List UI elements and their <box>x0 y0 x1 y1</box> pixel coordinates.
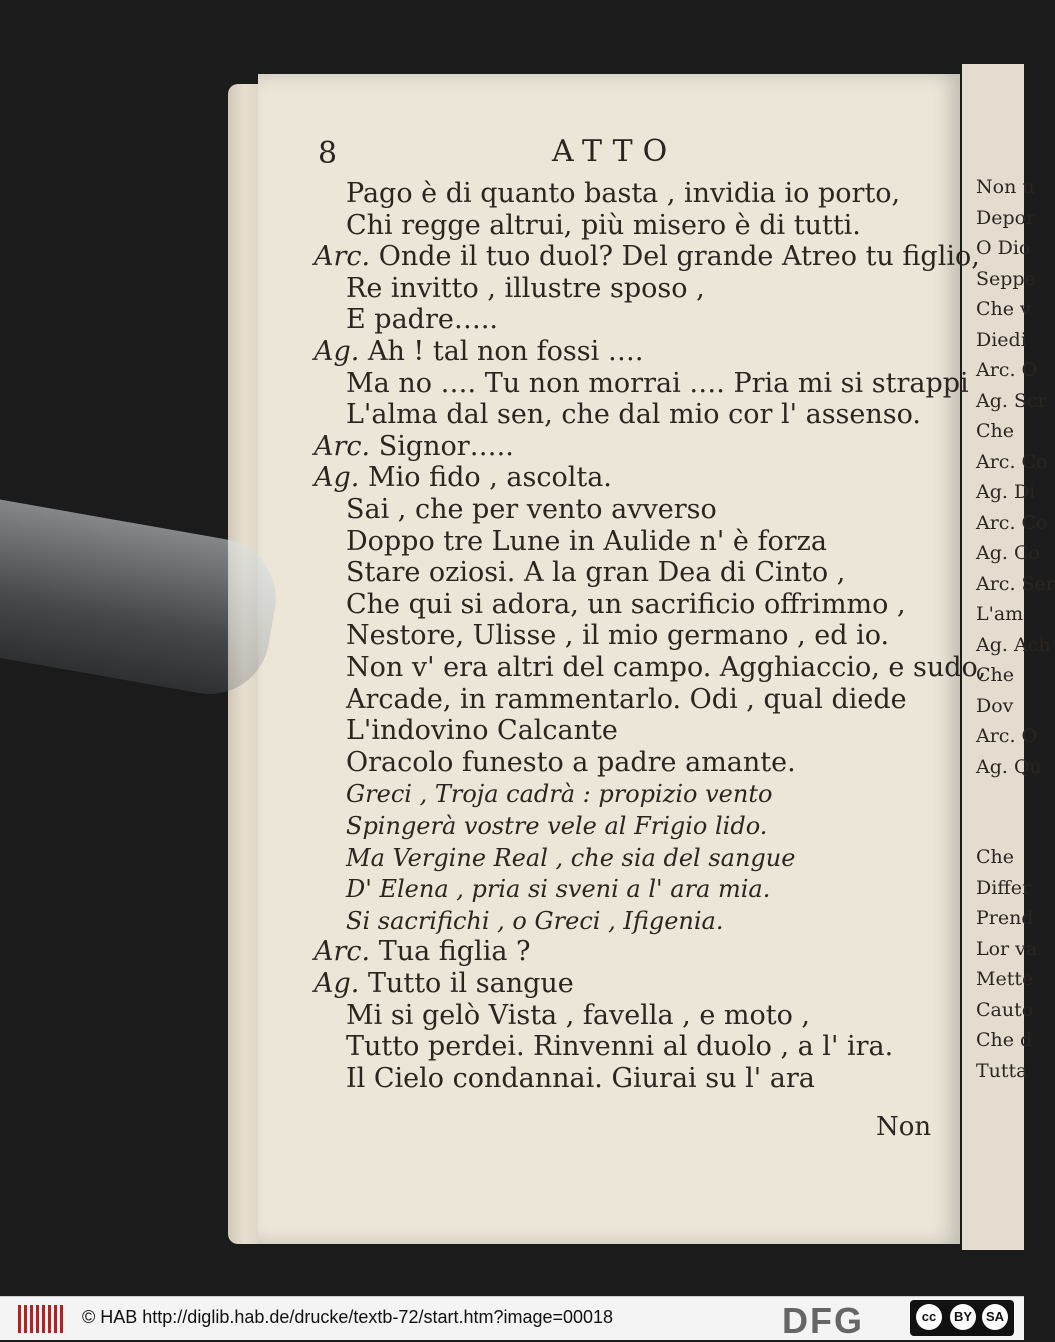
facing-text-fragment: Arc. O <box>976 359 1038 381</box>
verse-text: Stare oziosi. A la gran Dea di Cinto , <box>346 557 846 589</box>
text-line <box>314 431 514 463</box>
speaker-label: Arc. <box>314 936 371 968</box>
copyright-link[interactable]: © HAB http://diglib.hab.de/drucke/textb-72/start.htm?image=00018 <box>82 1307 614 1327</box>
verse-text: Ah ! tal non fossi …. <box>359 336 644 367</box>
text-line <box>346 778 772 810</box>
text-line <box>346 557 845 589</box>
verse-text: Ma Vergine Real , che sia del sangue <box>346 843 796 872</box>
facing-text-fragment: Che d <box>976 1029 1033 1051</box>
cc-icon: cc <box>916 1304 942 1330</box>
facing-text-fragment: Prend <box>976 907 1034 929</box>
speaker-label: Ag. <box>314 462 360 494</box>
verse-text: Sai , che per vento avverso <box>346 494 717 525</box>
verse-text: Greci , Troja cadrà : propizio vento <box>346 780 773 809</box>
verse-text: Pago è di quanto basta , invidia io porto, <box>346 178 901 209</box>
facing-text-fragment: L'am <box>976 603 1024 625</box>
by-icon: BY <box>950 1304 976 1330</box>
facing-text-fragment: Arc. O <box>976 725 1038 747</box>
facing-text-fragment: Seppe <box>976 267 1036 290</box>
text-line <box>314 936 531 968</box>
facing-text-fragment: Lor va <box>976 937 1038 960</box>
speaker-label: Ag. <box>314 336 360 367</box>
facing-text-fragment: Cauto <box>976 998 1034 1021</box>
text-line <box>346 747 796 779</box>
verse-text: Il Cielo condannai. Giurai su l' ara <box>346 1062 815 1094</box>
text-line <box>346 273 705 305</box>
facing-text-fragment: Ag. Co <box>976 542 1040 564</box>
text-line <box>346 715 618 747</box>
speaker-label: Arc. <box>314 241 371 273</box>
text-line <box>314 968 574 1000</box>
catchword: Non <box>876 1112 932 1142</box>
text-line <box>346 873 770 905</box>
verse-text: D' Elena , pria si sveni a l' ara mia. <box>346 875 771 904</box>
verse-text: Re invitto , illustre sposo , <box>346 272 705 304</box>
text-line <box>346 620 889 652</box>
speaker-label: Arc. <box>314 430 371 462</box>
verse-text: Doppo tre Lune in Aulide n' è forza <box>346 525 827 557</box>
facing-text-fragment: Non u <box>976 176 1035 198</box>
text-line <box>346 1000 810 1032</box>
text-line <box>346 1031 893 1063</box>
verse-text: L'indovino Calcante <box>346 715 618 747</box>
verse-text: Signor….. <box>370 430 514 462</box>
verse-text: Non v' era altri del campo. Agghiaccio, e sudo, <box>346 652 987 683</box>
text-line <box>346 399 921 431</box>
facing-text-fragment: Che <box>976 664 1015 686</box>
facing-text-fragment: Arc. Co <box>976 511 1048 534</box>
verse-text: L'alma dal sen, che dal mio cor l' assenso. <box>346 399 922 431</box>
text-line <box>346 684 907 716</box>
facing-text-fragment: Mette <box>976 968 1034 990</box>
facing-text-fragment: Arc. Ser <box>976 572 1055 595</box>
verse-text: Tua figlia ? <box>370 936 531 968</box>
text-line <box>346 810 767 842</box>
verse-text: Mio fido , ascolta. <box>359 462 612 494</box>
facing-text-fragment: O Dio <box>976 237 1031 259</box>
verse-text: Si sacrifichi , o Greci , Ifigenia. <box>346 906 724 935</box>
text-line <box>346 526 827 558</box>
text-line <box>346 842 795 874</box>
text-line <box>314 336 643 368</box>
text-line <box>346 494 717 526</box>
text-line <box>346 1063 815 1095</box>
facing-text-fragment: Che <box>976 846 1015 868</box>
verse-text: Tutto il sangue <box>359 968 574 999</box>
cc-license-icon[interactable] <box>910 1300 1014 1336</box>
facing-text-fragment: Ag. Di <box>976 481 1036 503</box>
speaker-label: Ag. <box>314 968 360 999</box>
text-line <box>346 652 986 684</box>
sa-icon: SA <box>982 1304 1008 1330</box>
verse-text: Mi si gelò Vista , favella , e moto , <box>346 999 811 1031</box>
text-line <box>346 905 723 937</box>
verse-text: Chi regge altrui, più misero è di tutti. <box>346 209 861 241</box>
text-line <box>346 589 906 621</box>
viewer-footer <box>0 1296 1024 1340</box>
text-line <box>314 241 980 273</box>
facing-text-fragment: Diedi <box>976 328 1027 351</box>
dfg-logo: DFG <box>782 1300 864 1341</box>
facing-text-fragment: Depor <box>976 206 1036 229</box>
text-line <box>346 178 900 210</box>
facing-text-fragment: Ag. Ach <box>976 633 1051 656</box>
text-line <box>346 210 861 242</box>
verse-text: Che qui si adora, un sacrificio offrimmo , <box>346 588 906 620</box>
facing-text-fragment: Ag. Scr <box>976 389 1047 412</box>
verse-text: Spingerà vostre vele al Frigio lido. <box>346 812 768 840</box>
facing-text-fragment: Che <box>976 420 1015 442</box>
verse-text: Onde il tuo duol? Del grande Atreo tu figlio, <box>370 241 980 273</box>
verse-text: Tutto perdei. Rinvenni al duolo , a l' ira. <box>346 1031 894 1063</box>
verse-text: E padre….. <box>346 304 499 336</box>
page-number: 8 <box>318 136 338 171</box>
facing-text-fragment: Tutta <box>976 1059 1028 1082</box>
text-line <box>314 462 612 494</box>
text-line <box>346 304 498 336</box>
verse-text: Arcade, in rammentarlo. Odi , qual diede <box>346 683 907 715</box>
hab-logo-icon <box>18 1305 66 1333</box>
facing-text-fragment: Differ <box>976 876 1032 899</box>
text-line <box>346 368 969 400</box>
facing-text-fragment: Arc. Co <box>976 450 1048 473</box>
verse-text: Nestore, Ulisse , il mio germano , ed io. <box>346 620 890 652</box>
facing-text-fragment: Dov <box>976 694 1014 717</box>
verse-text: Ma no …. Tu non morrai …. Pria mi si strappi <box>346 367 969 399</box>
verse-text: Oracolo funesto a padre amante. <box>346 746 796 778</box>
facing-text-fragment: Ag. Qu <box>976 755 1042 778</box>
running-head: ATTO <box>552 134 678 169</box>
facing-text-fragment: Che v <box>976 298 1031 320</box>
